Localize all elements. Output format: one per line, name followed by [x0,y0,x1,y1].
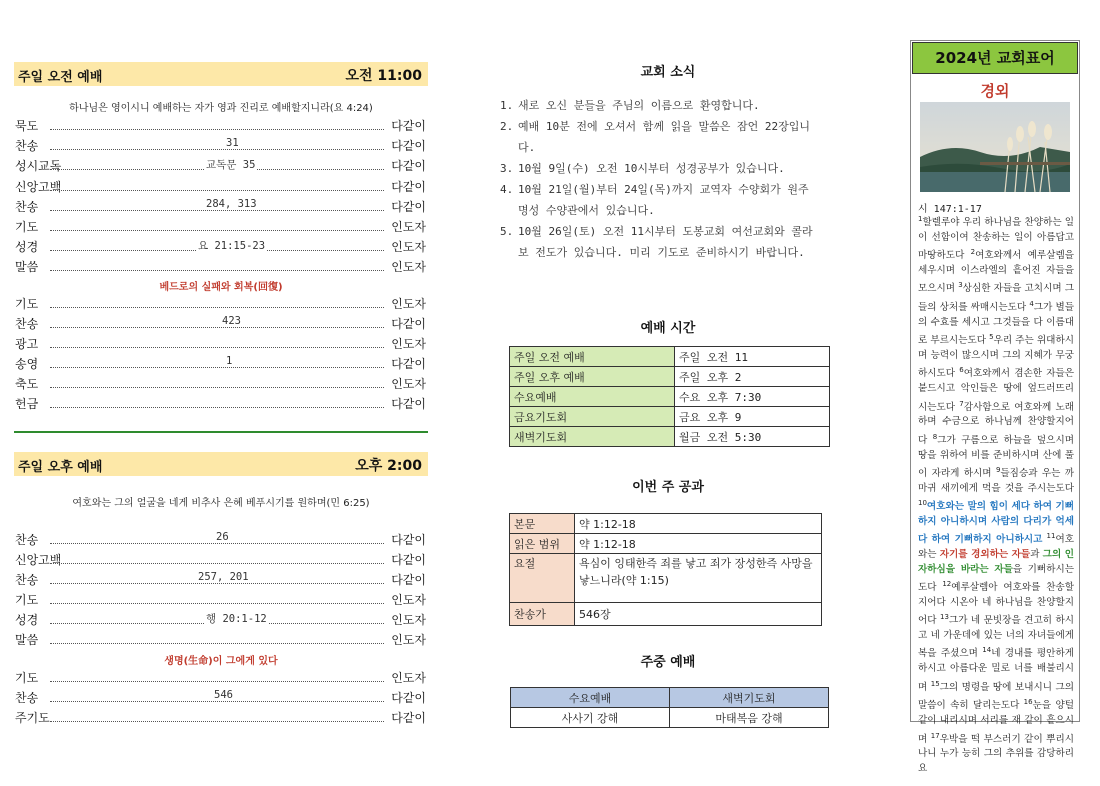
lesson-row [510,514,822,534]
highlight-fear: 자기를 경외하는 자들 [939,549,1031,561]
leader-dots [50,270,384,271]
leader-dots [50,230,384,231]
service-row [510,347,830,367]
news-number: 2. [500,120,514,133]
order-row [14,334,428,352]
news-list [500,95,818,263]
service-time: 주일 오후 2 [675,367,830,387]
afternoon-verse: 여호와는 그의 얼굴을 네게 비추사 은혜 베푸시기를 원하며(민 6:25) [72,498,370,509]
order-label: 찬송 [15,317,39,331]
news-number: 5. [500,225,514,238]
leader-dots [50,583,384,584]
leader-dots [50,563,384,564]
lesson-row [510,534,822,554]
order-leader: 다같이 [391,317,426,331]
service-name: 주일 오후 예배 [510,367,675,387]
news-item [500,221,818,263]
weekday-header: 수요예배 [511,688,670,708]
order-label: 찬송 [15,199,39,214]
morning-verse: 하나님은 영이시니 예배하는 자가 영과 진리로 예배할지니라(요 4:24) [69,103,373,114]
order-value: 교독문 35 [206,159,256,172]
service-row [510,427,830,447]
order-leader: 인도자 [391,613,426,627]
order-leader: 인도자 [391,337,426,351]
service-time: 수요 오후 7:30 [675,387,830,407]
lesson-key: 읽은 범위 [510,534,575,554]
order-leader: 다같이 [391,357,426,371]
morning-title: 주일 오전 예배 [18,70,103,85]
order-row [14,570,428,588]
order-label: 헌금 [15,397,39,411]
leader-dots [50,210,384,211]
service-time: 주일 오전 11 [675,347,830,367]
order-value: 31 [226,137,239,150]
news-text: 10월 9일(수) 오전 10시부터 성경공부가 있습니다. [518,162,785,175]
afternoon-title: 주일 오후 예배 [18,460,103,475]
order-row [14,177,428,195]
service-time: 금요 오후 9 [675,407,830,427]
order-row [14,530,428,548]
lesson-value: 546장 [575,603,822,626]
morning-sermon-title: 베드로의 실패와 회복(回復) [159,282,283,293]
order-label: 묵도 [15,119,39,133]
leader-dots [50,603,384,604]
service-row [510,387,830,407]
order-leader: 다같이 [391,179,426,194]
order-value: 행 20:1-12 [206,613,267,625]
order-label: 성경 [15,613,39,627]
leader-dots [50,190,384,191]
section-divider [14,431,428,433]
order-leader: 인도자 [391,260,426,275]
order-label: 찬송 [15,573,39,587]
order-value: 257, 201 [198,571,249,583]
news-text: 10월 21일(월)부터 24일(목)까지 교역자 수양회가 원주 명성 수양관에서 있습니다. [518,183,809,217]
leader-dots [50,149,384,150]
order-label: 기도 [15,220,39,234]
order-row [14,590,428,608]
afternoon-header [14,452,428,476]
order-leader: 인도자 [391,220,426,234]
order-row [14,610,428,628]
order-row [14,394,428,412]
weekday-cell: 마태복음 강해 [670,708,829,728]
order-leader: 인도자 [391,633,426,647]
order-label: 송영 [15,357,39,371]
order-leader: 다같이 [391,553,426,567]
psalm-text: $^1$할렐루야 우리 하나님을 찬양하는 일이 선함이여 찬송하는 일이 아름답고 마땅하도다 $^2$여호와께서 예루살렘을 세우시며 이스라엘의 흩어진 자들을 모으시며 $^3$상심한 자들을 고치시며 그들의 상처를 싸매시는도다 $^4$그가 별들의 수효를 세시고 그것들을 다 이름대로 부르시는도다 $^5$우리 주는 위대하시며 능력이 많으시며 그의 지혜가 무궁하시도다 $^6$여호와께서 겸손한 자들은 붙드시고 악인들은 땅에 엎드러뜨리시는도다 $^7$감사함으로 여호와께 노래하며 수금으로 하나님께 찬양할지어다 $^8$그가 구름으로 하늘을 덮으시며 땅을 위하여 비를 준비하시며 산에 풀이 자라게 하시며 $^9$들짐승과 우는 까마귀 새끼에게 먹을 것을 주시는도다 $^{10}$여호와는 말의 힘이 세다 하여 기뻐하지 아니하시며 사람의 다리가 억세다 하여 기뻐하지 아니하시고 $^{11}$여호와는 자기를 경외하는 자들과 그의 인자하심을 바라는 자들을 기뻐하시는도다 $^{12}$예루살렘아 여호와를 찬송할지어다 시온아 네 하나님을 찬양할지어다 $^{13}$그가 네 문빗장을 견고히 하시고 네 가운데에 있는 너의 자녀들에게 복을 주셨으며 $^{14}$네 경내를 평안하게 하시고 아름다운 밀로 너를 배불리시며 $^{15}$그의 명령을 땅에 보내시니 그의 말씀이 속히 달리는도다 $^{16}$눈을 양털 같이 내리시며 서리를 재 같이 흩으시며 $^{17}$우박을 떡 부스러기 같이 뿌리시나니 누가 능히 그의 추위를 감당하리요 [918,215,1075,774]
lesson-row [510,554,822,603]
lesson-key: 요절 [510,554,575,603]
order-leader: 다같이 [391,159,426,174]
news-item [500,116,818,158]
order-leader: 다같이 [391,691,426,705]
order-leader: 다같이 [391,711,426,725]
highlight-verse-10: 여호와는 말의 힘이 세다 하여 기뻐하지 아니하시며 사람의 다리가 억세다 하여 기뻐하지 아니하시고 [918,501,1074,546]
leader-dots [50,347,384,348]
order-row [14,314,428,332]
order-row [14,374,428,392]
leader-dots [50,129,384,130]
news-number: 1. [500,99,514,112]
order-label: 찬송 [15,533,39,547]
lesson-key: 찬송가 [510,603,575,626]
order-label: 말씀 [15,260,39,275]
order-row [14,668,428,686]
order-label: 기도 [15,671,39,685]
order-leader: 다같이 [391,199,426,214]
landscape-photo [920,102,1070,192]
afternoon-sermon-title: 생명(生命)이 그에게 있다 [164,656,278,667]
highlight-hope: 그의 인자하심을 바라는 자들 [918,549,1074,575]
order-row [14,197,428,215]
order-row [14,136,428,154]
order-value: 546 [214,689,233,701]
weekday-cell: 사사기 강해 [511,708,670,728]
weekday-table [510,687,829,728]
order-leader: 다같이 [391,533,426,547]
news-number: 3. [500,162,514,175]
morning-time: 오전 11:00 [345,68,422,84]
order-value: 26 [216,531,229,543]
psalm-reference: 시 147:1-17 [918,204,982,215]
news-text: 10월 26일(토) 오전 11시부터 도봉교회 여선교회와 콜라보 전도가 있습니다. 미리 기도로 준비하시기 바랍니다. [518,225,813,259]
order-leader: 다같이 [391,397,426,411]
order-label: 신앙고백 [15,179,62,194]
order-row [14,630,428,648]
order-leader: 다같이 [391,119,426,133]
order-leader: 인도자 [391,240,426,255]
services-table [509,346,830,447]
order-value: 1 [226,355,233,367]
service-time: 월금 오전 5:30 [675,427,830,447]
leader-dots [50,327,384,328]
order-leader: 인도자 [391,297,426,311]
leader-dots [50,367,384,368]
lesson-row [510,603,822,626]
motto-word: 경외 [980,82,1010,100]
weekday-title: 주중 예배 [640,655,696,670]
service-name: 금요기도회 [510,407,675,427]
lesson-title: 이번 주 공과 [632,480,704,495]
order-label: 광고 [15,337,39,351]
leader-dots [50,701,384,702]
order-label: 신앙고백 [15,553,62,567]
leader-dots [50,387,384,388]
lesson-value: 약 1:12-18 [575,534,822,554]
news-item [500,179,818,221]
order-label: 축도 [15,377,39,391]
order-row [14,156,428,174]
order-label: 기도 [15,593,39,607]
order-row [14,550,428,568]
lesson-value: 욕심이 잉태한즉 죄를 낳고 죄가 장성한즉 사망을 낳느니라(약 1:15) [575,554,822,603]
order-row [14,708,428,726]
weekday-header: 새벽기도회 [670,688,829,708]
order-leader: 다같이 [391,573,426,587]
news-number: 4. [500,183,514,196]
order-row [14,294,428,312]
leader-dots [50,643,384,644]
order-row [14,237,428,255]
motto-title: 2024년 교회표어 [912,42,1078,74]
news-item [500,158,818,179]
order-leader: 인도자 [391,593,426,607]
service-row [510,407,830,427]
order-value: 284, 313 [206,197,257,210]
leader-dots [50,543,384,544]
order-leader: 인도자 [391,671,426,685]
order-label: 찬송 [15,691,39,705]
order-row [14,688,428,706]
news-text: 새로 오신 분들을 주님의 이름으로 환영합니다. [518,99,760,112]
order-label: 성경 [15,240,39,255]
services-title: 예배 시간 [640,321,696,336]
order-row [14,354,428,372]
order-label: 말씀 [15,633,39,647]
morning-header [14,62,428,86]
order-row [14,116,428,134]
order-label: 기도 [15,297,39,311]
news-text: 예배 10분 전에 오셔서 함께 읽을 말씀은 잠언 22장입니다. [518,120,810,154]
lesson-key: 본문 [510,514,575,534]
order-label: 주기도 [15,711,50,725]
order-value: 423 [222,315,241,327]
leader-dots [50,307,384,308]
order-value: 요 21:15-23 [198,240,266,253]
order-leader: 다같이 [391,139,426,154]
lesson-value: 약 1:12-18 [575,514,822,534]
leader-dots [50,407,384,408]
afternoon-time: 오후 2:00 [355,458,422,474]
service-name: 새벽기도회 [510,427,675,447]
order-label: 성시교독 [15,159,62,174]
news-title: 교회 소식 [640,65,696,80]
service-name: 주일 오전 예배 [510,347,675,367]
order-label: 찬송 [15,139,39,154]
service-row [510,367,830,387]
leader-dots [50,721,384,722]
service-name: 수요예배 [510,387,675,407]
order-row [14,217,428,235]
leader-dots [50,681,384,682]
news-item [500,95,818,116]
order-leader: 인도자 [391,377,426,391]
lesson-table [509,513,822,626]
order-row [14,257,428,275]
